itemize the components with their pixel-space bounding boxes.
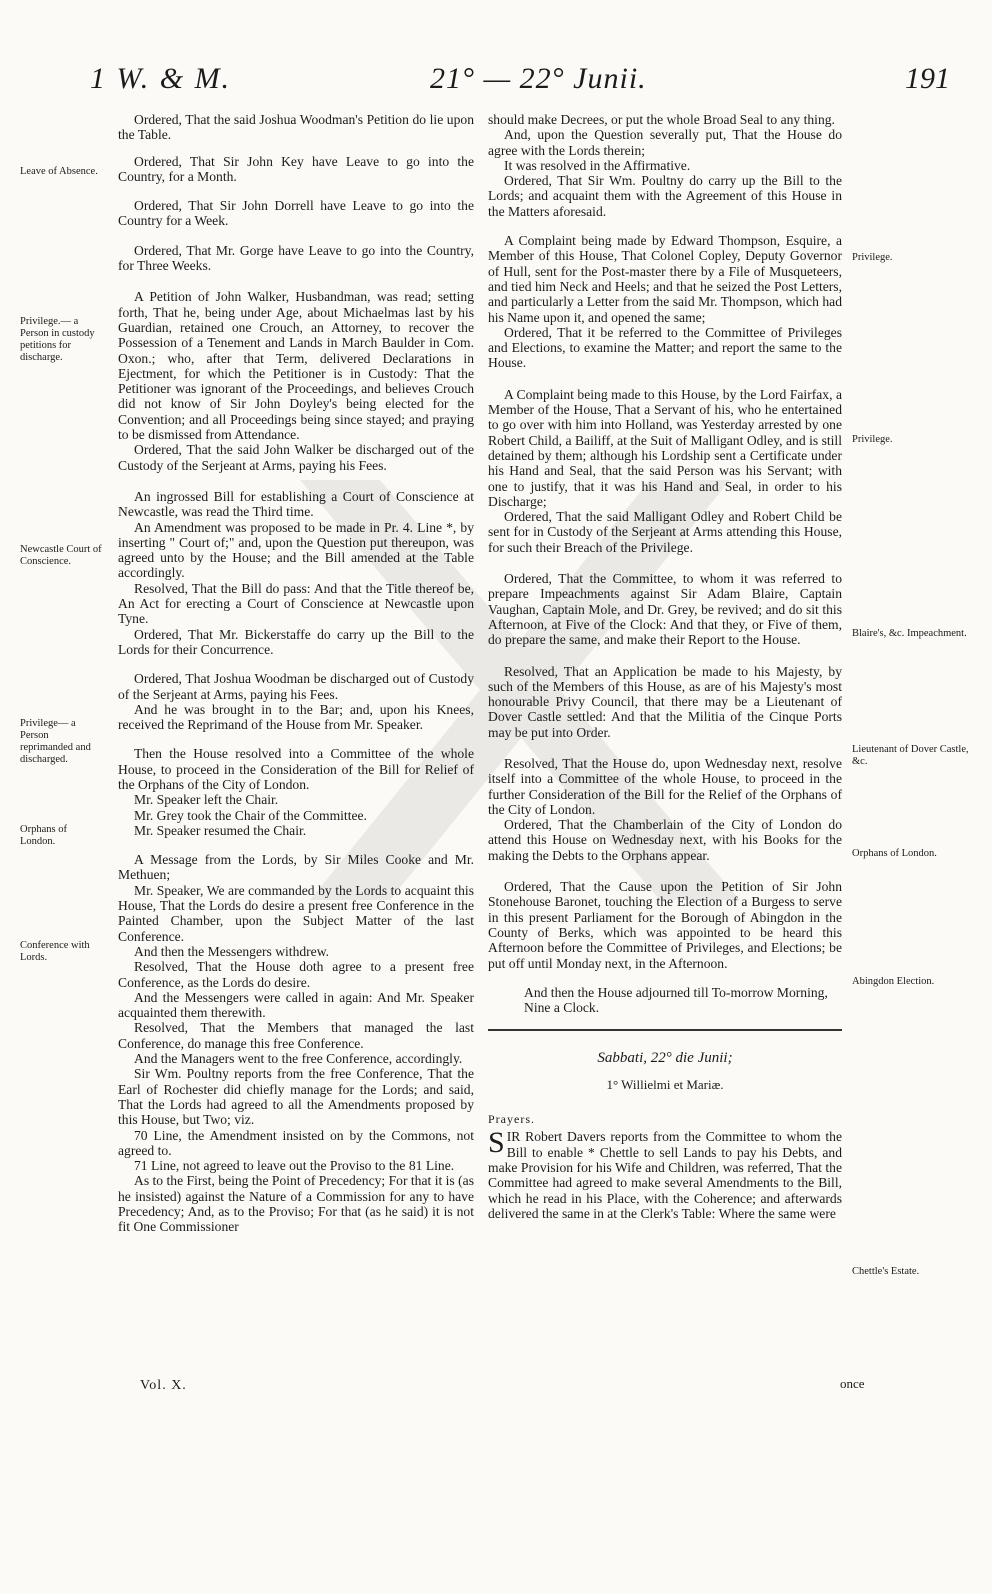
adjournment-notice: And then the House adjourned till To-morrow Morning, Nine a Clock. (524, 984, 828, 1016)
margin-note-chettle: Chettle's Estate. (852, 1266, 920, 1277)
header-regnal-year: 1 W. & M. (90, 62, 232, 95)
paragraph: 70 Line, the Amendment insisted on by the Commons, not agreed to. (118, 1127, 474, 1158)
header-dates: 21° — 22° Junii. (430, 62, 647, 95)
left-column (118, 112, 474, 1246)
margin-note-privilege-custody: Privilege.— a Person in custody petitions for discharge. (20, 316, 95, 363)
margin-note-privilege-2: Privilege. (852, 434, 893, 445)
prayers-label: Prayers. (488, 1112, 535, 1127)
paragraph: Ordered, That the Chamberlain of the City of London do attend this House on Wednesday next, with his Books for the making the Debts to the Orphans appear. (488, 817, 842, 863)
paragraph: Ordered, That the said John Walker be discharged out of the Custody of the Serjeant at Arms, paying his Fees. (118, 442, 474, 473)
paragraph: Ordered, That Mr. Gorge have Leave to go into the Country, for Three Weeks. (118, 242, 474, 274)
margin-note-newcastle: Newcastle Court of Conscience. (20, 544, 102, 567)
margin-note-orphans-r: Orphans of London. (852, 848, 937, 859)
margin-note-conference: Conference with Lords. (20, 940, 90, 963)
entry-fairfax-complaint (488, 387, 842, 555)
paragraph: Ordered, That the Cause upon the Petition of Sir John Stonehouse Baronet, touching the Election of a Burgess to serve in this present Parliament for the Borough of Abingdon in the County of Berks, which was appointed to be heard this Afternoon before the Committee of Privileges, and Elections; be put off until Monday next, in the Afternoon. (488, 879, 842, 971)
paragraph: A Complaint being made to this House, by the Lord Fairfax, a Member of the House, That a Servant of his, who he entertained to go over with him into Holland, was Yesterday arrested by one Robert Child, a Bailiff, at the Suit of Malligant Odley, and is still detained by them; although his Lordship sent a Certificate under his Hand and Seal, that the said Person was his Servant; with one to justify, that it was his Hand and Seal, in order to his Discharge; (488, 386, 842, 509)
paragraph: Ordered, That Sir Wm. Poultny do carry up the Bill to the Lords; and acquaint them with the Agreement of this House in the Matters aforesaid. (488, 173, 842, 219)
entry-leave-gorge (118, 243, 474, 274)
paragraph: Ordered, That the Committee, to whom it was referred to prepare Impeachments against Sir Adam Blaire, Captain Vaughan, Captain Mole, and Dr. Grey, be revived; and do sit this Afternoon, at Five of the Clock: And that they, or Five of them, do prepare the same, and make their Report to the House. (488, 571, 842, 648)
header-page-number: 191 (905, 62, 950, 95)
right-column (488, 112, 842, 1232)
entry-orphans-wednesday (488, 756, 842, 863)
entry-chettle-estate (488, 1126, 842, 1221)
entry-leave-key (118, 154, 474, 185)
entry-newcastle-bill (118, 489, 474, 657)
entry-abingdon-election (488, 879, 842, 971)
margin-note-privilege-1: Privilege. (852, 252, 893, 263)
paragraph: Resolved, That the Members that managed the last Conference, do manage this free Conference. (118, 1020, 474, 1051)
paragraph: Resolved, That the House doth agree to a present free Conference, as the Lords do desire. (118, 959, 474, 990)
entry-impeachments (488, 571, 842, 647)
entry-walker-petition (118, 289, 474, 473)
paragraph: An Amendment was proposed to be made in Pr. 4. Line *, by inserting " Court of;" and, upon the Question put thereupon, was agreed unto by the House; and the Bill amended at the Table accordingly. (118, 519, 474, 581)
paragraph: A Complaint being made by Edward Thompson, Esquire, a Member of this House, That Colonel Copley, Deputy Governor of Hull, sent for the Post-master there by a File of Musqueteers, and tied him Neck and Heels; and that he seized the Post Letters, and particularly a Letter from the said Mr. Thompson, which had his Name upon it, and opened the same; (488, 233, 842, 325)
paragraph: And the Managers went to the free Conference, accordingly. (134, 1051, 463, 1067)
paragraph: Ordered, That Joshua Woodman be discharged out of Custody of the Serjeant at Arms, paying his Fees. (118, 671, 474, 702)
paragraph: Ordered, That it be referred to the Committee of Privileges and Elections, to examine the Matter; and report the same to the House. (488, 324, 842, 371)
paragraph: Ordered, That the said Malligant Odley and Robert Child be sent for in Custody of the Serjeant at Arms attending this House, for such their Breach of the Privilege. (488, 509, 842, 555)
paragraph: Ordered, That the said Joshua Woodman's Petition do lie upon the Table. (118, 112, 474, 143)
paragraph: And then the Messengers withdrew. (134, 943, 330, 959)
paragraph: And he was brought in to the Bar; and, upon his Knees, received the Reprimand of the House from Mr. Speaker. (118, 701, 474, 733)
paragraph: Ordered, That Sir John Key have Leave to go into the Country, for a Month. (118, 153, 474, 184)
paragraph: And, upon the Question severally put, That the House do agree with the Lords therein; (488, 127, 842, 158)
margin-note-leave: Leave of Absence. (20, 166, 98, 177)
entry-woodman-petition (118, 112, 474, 143)
entry-woodman-discharge (118, 671, 474, 732)
catchword: once (840, 1376, 865, 1391)
paragraph: Mr. Speaker, We are commanded by the Lords to acquaint this House, That the Lords do desire a present free Conference in the Painted Chamber, upon the Subject Matter of the last Conference. (118, 882, 474, 944)
volume-signature: Vol. X. (140, 1378, 187, 1393)
entry-dover-castle (488, 664, 842, 740)
margin-note-abingdon: Abingdon Election. (852, 976, 935, 987)
paragraph: As to the First, being the Point of Precedency; For that it is (as he insisted) against the Nature of a Commission for any to have Precedency; And, as to the Proviso; For that (as he said) it is not fit One Commissioner (118, 1173, 474, 1235)
paragraph: Sir Wm. Poultny reports from the free Conference, That the Earl of Rochester did chiefly manage for the Lords; and said, That the Lords had agreed to all the Amendments proposed by this House, but Two; viz. (118, 1066, 474, 1128)
paragraph: Resolved, That an Application be made to his Majesty, by such of the Members of this House, as are of his Majesty's most honourable Privy Council, that there may be a Lieutenant of Dover Castle settled: And that the Militia of the Cinque Ports may be put into Order. (488, 663, 842, 740)
paragraph: Resolved, That the Bill do pass: And that the Title thereof be, An Act for erecting a Court of Conscience at Newcastle upon Tyne. (118, 580, 474, 627)
paragraph: It was resolved in the Affirmative. (504, 157, 691, 173)
drop-cap: S (488, 1126, 505, 1160)
regnal-subheading: 1° Willielmi et Mariæ. (606, 1076, 724, 1092)
paragraph: Mr. Speaker resumed the Chair. (134, 822, 307, 838)
paragraph: And the Messengers were called in again: And Mr. Speaker acquainted them therewith. (118, 989, 474, 1021)
margin-note-impeachment: Blaire's, &c. Impeachment. (852, 628, 967, 639)
paragraph: An ingrossed Bill for establishing a Court of Conscience at Newcastle, was read the Third time. (118, 488, 474, 520)
entry-conference-continued (488, 112, 842, 219)
paragraph: Then the House resolved into a Committee of the whole House, to proceed in the Consideration of the Bill for Relief of the Orphans of the City of London. (118, 746, 474, 792)
margin-note-dover: Lieutenant of Dover Castle, &c. (852, 744, 969, 767)
paragraph: should make Decrees, or put the whole Broad Seal to any thing. (488, 112, 835, 127)
paragraph: Ordered, That Sir John Dorrell have Leave to go into the Country for a Week. (118, 198, 474, 229)
entry-orphans-committee (118, 746, 474, 838)
entry-thompson-complaint (488, 233, 842, 371)
paragraph: Mr. Grey took the Chair of the Committee. (134, 807, 367, 823)
day-heading: Sabbati, 22° die Junii; (597, 1050, 733, 1067)
paragraph: Ordered, That Mr. Bickerstaffe do carry up the Bill to the Lords for their Concurrence. (118, 626, 474, 657)
paragraph: A Petition of John Walker, Husbandman, was read; setting forth, That he, being under Age, about Michaelmas last by his Guardian, retained one Crouch, an Attorney, to recover the Possession of a Tenement and Lands in March Baulder in Com. Oxon.; who, after that Term, delivered Declarations in Ejectment, for which the Petitioner is in Custody: That the Petitioner was ignorant of the Proceedings, and believes Crouch did not know of Sir John Doyley's being elected for the Convention; and all Proceedings being since stayed; and praying to be dismissed from Attendance. (118, 289, 474, 443)
margin-note-reprimand: Privilege— a Person reprimanded and discharged. (20, 718, 91, 765)
paragraph: 71 Line, not agreed to leave out the Proviso to the 81 Line. (134, 1158, 455, 1174)
section-divider (488, 1029, 842, 1031)
paragraph: A Message from the Lords, by Sir Miles Cooke and Mr. Methuen; (118, 852, 474, 883)
paragraph: IR Robert Davers reports from the Committee to whom the Bill to enable * Chettle to sell Lands to pay his Debts, and make Provision for his Wife and Children, was referred, That the Committee had agreed to make several Amendments to the Bill, which he read in his Place, with the Coherence; and afterwards delivered the same in at the Clerk's Table: Where the same were (488, 1129, 842, 1221)
entry-leave-dorrell (118, 198, 474, 229)
margin-note-orphans: Orphans of London. (20, 824, 67, 847)
paragraph: Resolved, That the House do, upon Wednesday next, resolve itself into a Committee of the whole House, to proceed in the further Consideration of the Bill for the Relief of the Orphans of the City of London. (488, 755, 842, 817)
page-header (90, 62, 950, 106)
entry-lords-conference (118, 852, 474, 1234)
paragraph: Mr. Speaker left the Chair. (134, 792, 279, 808)
